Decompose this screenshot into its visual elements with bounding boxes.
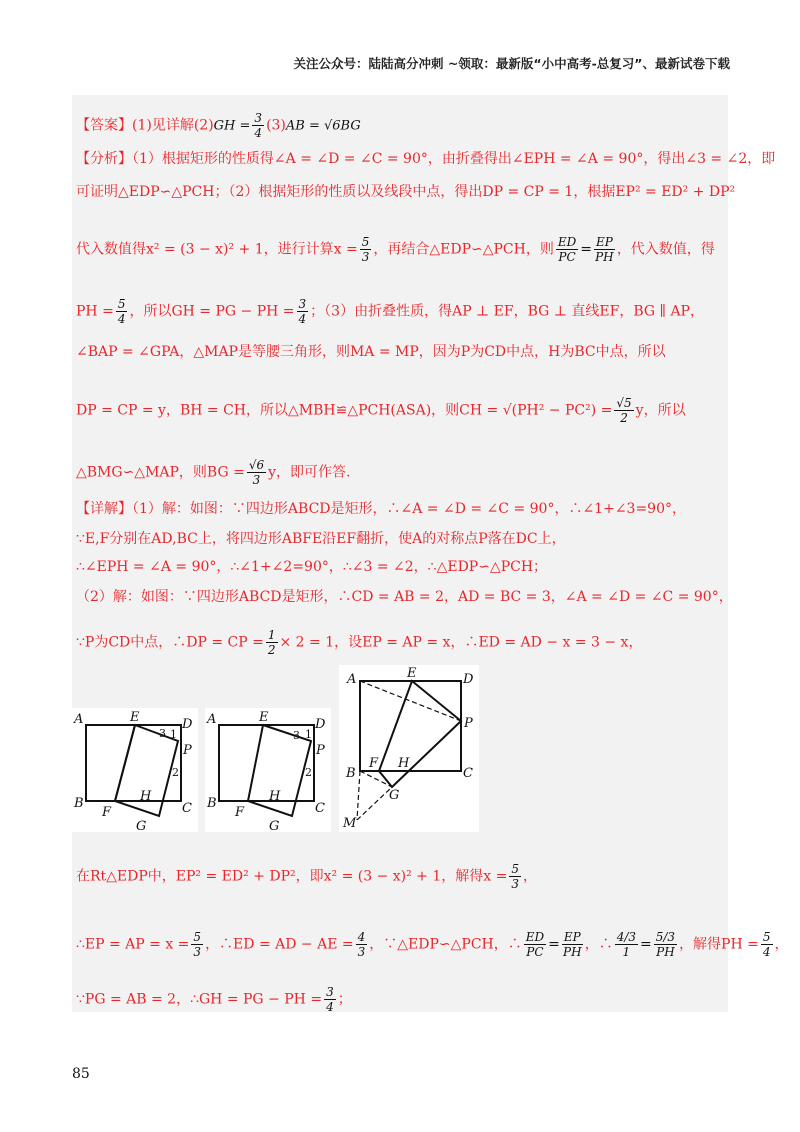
svg-text:1: 1 [170, 728, 177, 741]
analysis-line-5: ∠BAP = ∠GPA，△MAP是等腰三角形，则MA = MP，因为P为CD中点，H为BC中点，所以 [76, 344, 666, 360]
fig2-label-P: P [316, 743, 325, 758]
detail-line-4: （2）解：如图：∵四边形ABCD是矩形，∴CD = AB = 2，AD = BC = 3，∠A = ∠D = ∠C = 90°， [76, 589, 733, 605]
analysis-line-6: DP = CP = y，BH = CH，所以△MBH≌△PCH(ASA)，则CH = √(PH² − PC²) = $\frac{√5}{2}$ y，所以 [76, 396, 686, 425]
fig1-label-P: P [183, 743, 192, 758]
fig3-label-H: H [398, 756, 410, 771]
detail-line-3: ∴∠EPH = ∠A = 90°，∴∠1+∠2=90°，∴∠3 = ∠2，∴△EDP∽△PCH； [76, 559, 548, 575]
fig3-label-P: P [464, 716, 473, 731]
fig3-label-E: E [407, 666, 417, 681]
fig2-label-B: B [207, 796, 217, 811]
fig2-label-G: G [269, 819, 280, 832]
fig2-label-F: F [235, 805, 245, 820]
svg-text:2: 2 [172, 766, 179, 779]
answer-label: 【答案】 [76, 117, 132, 134]
answer-line: 【答案】(1)见详解(2)GH = $\frac{3}{4}$ (3)AB = √6BG [76, 111, 361, 140]
analysis-line-2: 可证明△EDP∽△PCH；（2）根据矩形的性质以及线段中点，得出DP = CP = 1，根据EP² = ED² + DP² [76, 184, 736, 200]
analysis-line-7: △BMG∽△MAP，则BG = $\frac{√6}{3}$ y，即可作答. [76, 458, 351, 487]
fig1-label-H: H [140, 789, 152, 804]
fig3-label-C: C [463, 766, 473, 781]
svg-text:3: 3 [293, 729, 300, 742]
analysis-line-4: PH = $\frac{5}{4}$ ，所以GH = PG − PH = $\frac{3}{4}$ ；（3）由折叠性质，得AP ⊥ EF，BG ⊥ 直线EF，BG ∥ AP， [76, 297, 704, 326]
fig2-label-H: H [269, 789, 281, 804]
fig1-label-B: B [74, 796, 84, 811]
page-header: 关注公众号：陆陆高分冲刺 ~领取：最新版“小中高考-总复习”、最新试卷下载 [293, 56, 730, 71]
fig2-label-D: D [315, 717, 326, 732]
analysis-line-1: 【分析】（1）根据矩形的性质得∠A = ∠D = ∠C = 90°，由折叠得出∠EPH = ∠A = 90°，得出∠3 = ∠2，即 [76, 151, 776, 167]
detail-line-8: ∵PG = AB = 2，∴GH = PG − PH = $\frac{3}{4}$ ； [76, 985, 352, 1014]
svg-text:1: 1 [305, 728, 312, 741]
figure-2 [205, 708, 331, 832]
fig3-label-B: B [346, 766, 356, 781]
fig1-label-A: A [74, 712, 84, 727]
fig1-label-D: D [182, 717, 193, 732]
detail-line-7: ∴EP = AP = x = $\frac{5}{3}$ ，∴ED = AD − AE = $\frac{4}{3}$ ，∵△EDP∽△PCH，∴ $\frac{ED}{PC}$ = $\frac{EP}{PH}$ ，∴ $\frac{4/3}{1}$ = $\frac{5/3}{PH}$ ，解得PH = $\frac{5}{4}$ ， [76, 930, 789, 959]
svg-text:2: 2 [305, 766, 312, 779]
svg-text:3: 3 [159, 727, 166, 740]
fig1-label-G: G [136, 819, 147, 832]
fig2-label-C: C [315, 801, 325, 816]
detail-line-2: ∵E,F分别在AD,BC上，将四边形ABFE沿EF翻折，使A的对称点P落在DC上， [76, 531, 566, 547]
fig1-label-C: C [182, 801, 192, 816]
detail-line-1: 【详解】（1）解：如图：∵四边形ABCD是矩形，∴∠A = ∠D = ∠C = 90°，∴∠1+∠3=90°， [76, 501, 686, 517]
fig1-label-E: E [130, 710, 140, 725]
figure-1 [72, 708, 198, 832]
fig3-label-A: A [347, 672, 357, 687]
page-number: 85 [72, 1066, 90, 1082]
fig2-label-E: E [259, 710, 269, 725]
fig2-label-A: A [207, 712, 217, 727]
fig3-label-F: F [369, 756, 379, 771]
figure-3 [339, 665, 479, 832]
fig3-label-D: D [463, 672, 474, 687]
fig3-label-G: G [389, 788, 400, 803]
detail-line-6: 在Rt△EDP中，EP² = ED² + DP²，即x² = (3 − x)² + 1，解得x = $\frac{5}{3}$ ， [76, 862, 537, 891]
analysis-line-3: 代入数值得x² = (3 − x)² + 1，进行计算x = $\frac{5}{3}$ ，再结合△EDP∽△PCH，则 $\frac{ED}{PC}$ = $\frac{EP}{PH}$ ，代入数值，得 [76, 235, 715, 264]
detail-line-5: ∵P为CD中点，∴DP = CP = $\frac{1}{2}$ × 2 = 1，设EP = AP = x，∴ED = AD − x = 3 − x， [76, 628, 643, 657]
fig1-label-F: F [102, 805, 112, 820]
fig3-label-M: M [343, 816, 357, 831]
